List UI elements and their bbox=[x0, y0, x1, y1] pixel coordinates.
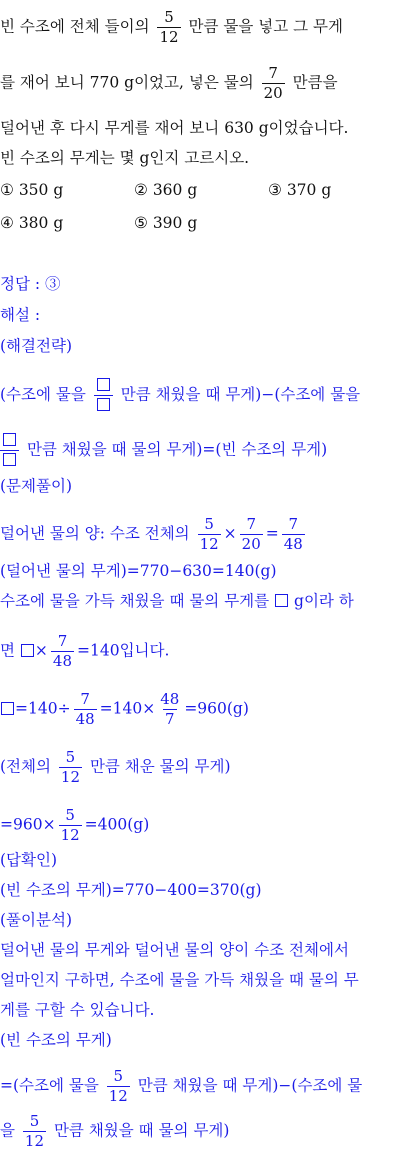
fraction: $\frac{48}{7}$ bbox=[160, 690, 180, 728]
section-title-strategy: (해결전략) bbox=[0, 337, 72, 355]
explanation-text: 만큼 채웠을 때 물의 무게) bbox=[53, 1121, 230, 1140]
question-line-3: 덜어낸 후 다시 무게를 재어 보니 630 g이었습니다. bbox=[0, 119, 349, 137]
explanation-text: =960× bbox=[0, 815, 56, 834]
blank-box bbox=[3, 433, 16, 446]
analysis-line-2: 얼마인지 구하면, 수조에 물을 가득 채웠을 때 물의 무 bbox=[0, 971, 359, 989]
explanation-text: 을 bbox=[0, 1121, 15, 1140]
question-line-2 bbox=[0, 66, 398, 101]
fraction: $\frac{7}{48}$ bbox=[75, 690, 95, 728]
explanation-text: =140÷ bbox=[15, 699, 71, 718]
strategy-line-1 bbox=[0, 378, 398, 413]
blank-box bbox=[97, 398, 110, 411]
solution-line-1 bbox=[0, 517, 398, 552]
question-line-1 bbox=[0, 10, 398, 45]
choice-3[interactable]: ③ 370 g bbox=[268, 181, 332, 199]
fraction: $\frac{7}{48}$ bbox=[283, 515, 303, 553]
operator: × bbox=[223, 524, 237, 543]
explanation-text: g이라 하 bbox=[294, 592, 354, 610]
fraction-denominator: 12 bbox=[159, 28, 179, 46]
fraction: $\frac{5}{12}$ bbox=[108, 1067, 128, 1105]
section-title-check: (답확인) bbox=[0, 851, 58, 869]
check-line-1: (빈 수조의 무게)=770−400=370(g) bbox=[0, 881, 262, 899]
choice-2[interactable]: ② 360 g bbox=[134, 181, 198, 199]
explanation-text: =140입니다. bbox=[77, 641, 170, 660]
explanation-text: 만큼 채웠을 때 무게)−(수조에 물을 bbox=[120, 385, 361, 404]
blank-box bbox=[21, 644, 34, 657]
explanation-text: =960(g) bbox=[184, 699, 249, 718]
explanation-text: 만큼 채웠을 때 물의 무게)=(빈 수조의 무게) bbox=[26, 440, 328, 459]
fraction: $\frac{5}{12}$ bbox=[60, 748, 80, 786]
fraction-numerator: 7 bbox=[268, 64, 278, 82]
fraction: $\frac{5}{12}$ bbox=[199, 515, 219, 553]
question-text: 만큼을 bbox=[292, 73, 338, 92]
blank-box bbox=[97, 378, 110, 391]
solution-line-4 bbox=[0, 634, 398, 669]
explanation-text: 만큼 채웠을 때 무게)−(수조에 물 bbox=[137, 1076, 363, 1095]
explanation-label: 해설 : bbox=[0, 306, 41, 324]
operator: = bbox=[265, 524, 279, 543]
explanation-text: =(수조에 물을 bbox=[0, 1076, 99, 1095]
operator: × bbox=[34, 641, 48, 660]
explanation-text: (전체의 bbox=[0, 757, 51, 776]
blank-box bbox=[275, 594, 288, 607]
solution-line-2: (덜어낸 물의 무게)=770−630=140(g) bbox=[0, 562, 277, 580]
explanation-text: 덜어낸 물의 양: 수조 전체의 bbox=[0, 524, 190, 543]
question-text: 빈 수조에 전체 들이의 bbox=[0, 17, 150, 36]
solution-line-3 bbox=[0, 591, 398, 611]
blank-box bbox=[3, 453, 16, 466]
analysis-line-5 bbox=[0, 1069, 398, 1104]
section-title-analysis: (풀이분석) bbox=[0, 911, 72, 929]
analysis-line-4: (빈 수조의 무게) bbox=[0, 1031, 112, 1049]
blank-fraction bbox=[94, 378, 113, 413]
explanation-text: =400(g) bbox=[84, 815, 150, 834]
choice-4[interactable]: ④ 380 g bbox=[0, 214, 64, 232]
answer-value: ③ bbox=[45, 275, 61, 293]
choice-1[interactable]: ① 350 g bbox=[0, 181, 64, 199]
fraction-denominator: 20 bbox=[263, 84, 283, 102]
explanation-text: 면 bbox=[0, 641, 15, 660]
fraction: $\frac{5}{12}$ bbox=[24, 1112, 45, 1150]
solution-line-7 bbox=[0, 808, 398, 843]
solution-line-5 bbox=[0, 692, 398, 727]
analysis-line-6 bbox=[0, 1114, 398, 1149]
strategy-line-2 bbox=[0, 433, 398, 468]
fraction bbox=[157, 10, 180, 45]
fraction: $\frac{5}{12}$ bbox=[60, 806, 80, 844]
blank-fraction bbox=[0, 433, 19, 468]
fraction: $\frac{7}{48}$ bbox=[52, 632, 73, 670]
answer-line bbox=[0, 274, 398, 294]
explanation-text: 수조에 물을 가득 채웠을 때 물의 무게를 bbox=[0, 592, 270, 610]
question-line-4: 빈 수조의 무게는 몇 g인지 고르시오. bbox=[0, 149, 250, 167]
answer-label: 정답 : bbox=[0, 275, 41, 293]
question-text: 만큼 물을 넣고 그 무게 bbox=[188, 17, 343, 36]
fraction bbox=[262, 66, 285, 101]
explanation-text: =140× bbox=[99, 699, 156, 718]
section-title-solution: (문제풀이) bbox=[0, 477, 72, 495]
fraction-numerator: 5 bbox=[164, 8, 174, 26]
blank-box bbox=[1, 702, 14, 715]
choice-5[interactable]: ⑤ 390 g bbox=[134, 214, 198, 232]
explanation-text: (수조에 물을 bbox=[0, 385, 86, 404]
analysis-line-1: 덜어낸 물의 무게와 덜어낸 물의 양이 수조 전체에서 bbox=[0, 941, 349, 959]
analysis-line-3: 게를 구할 수 있습니다. bbox=[0, 1001, 155, 1019]
explanation-text: 만큼 채운 물의 무게) bbox=[89, 757, 231, 776]
solution-line-6 bbox=[0, 750, 398, 785]
question-text: 를 재어 보니 770 g이었고, 넣은 물의 bbox=[0, 73, 254, 92]
fraction: $\frac{7}{20}$ bbox=[241, 515, 261, 553]
